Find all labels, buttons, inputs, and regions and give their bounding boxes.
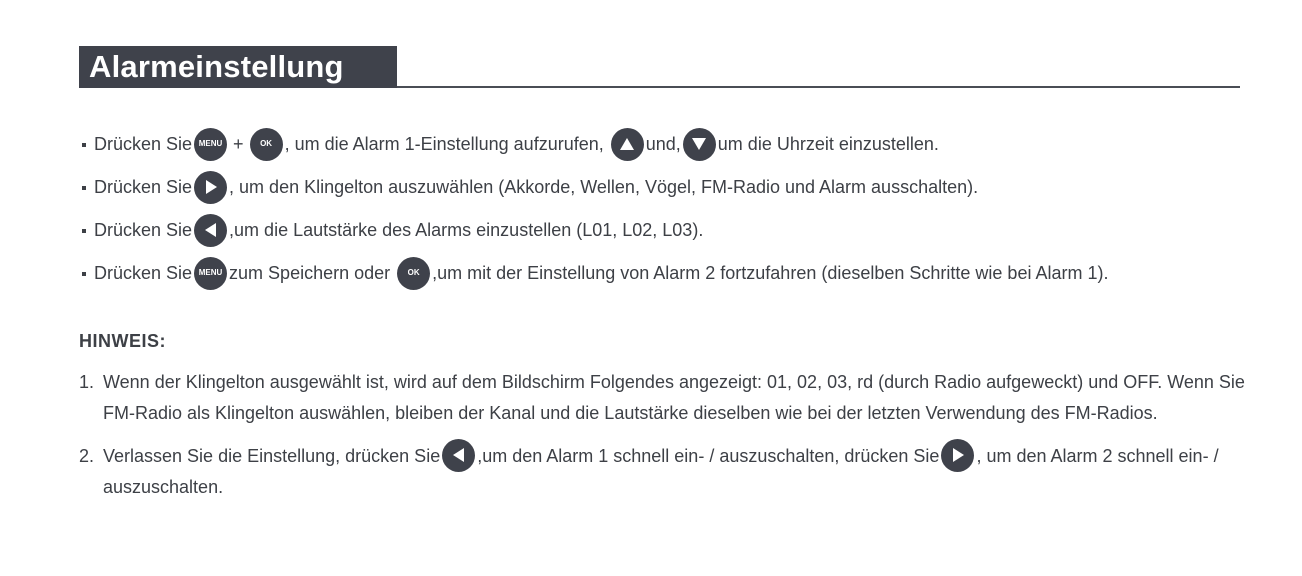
arrow-up-icon <box>611 128 644 161</box>
menu-button-icon: MENU <box>194 257 227 290</box>
bullet-dot <box>82 229 86 233</box>
arrow-left-icon <box>194 214 227 247</box>
menu-button-icon: MENU <box>194 128 227 161</box>
list-item: Drücken Sie ,um die Lautstärke des Alarms einzustellen (L01, L02, L03). <box>79 212 1108 248</box>
list-item: Drücken Sie MENU zum Speichern oder OK ,um mit der Einstellung von Alarm 2 fortzufahren (dieselben Schritte wie bei Alarm 1). <box>79 255 1108 291</box>
ok-button-icon: OK <box>250 128 283 161</box>
note-heading: HINWEIS: <box>79 331 166 351</box>
arrow-left-icon <box>442 439 475 472</box>
bullet-dot <box>82 143 86 147</box>
instruction-list <box>79 126 1108 298</box>
item-number: 1. <box>79 372 95 392</box>
arrow-right-icon <box>194 171 227 204</box>
section-title: Alarmeinstellung <box>79 46 397 88</box>
bullet-dot <box>82 186 86 190</box>
arrow-right-icon <box>941 439 974 472</box>
note-text: Wenn der Klingelton ausgewählt ist, wird auf dem Bildschirm Folgendes angezeigt: 01, 02, 03, rd (durch Radio aufgeweckt) und OFF. Wenn Sie FM-Radio als Klingelton auswählen, bleiben der Kanal und die Lautstärke dieselben wie bei der letzten Verwendung des FM-Radios. <box>103 372 1245 423</box>
section-header <box>79 46 1240 88</box>
list-item: 2. Verlassen Sie die Einstellung, drücken Sie ,um den Alarm 1 schnell ein- / auszuschalten, drücken Sie , um den Alarm 2 schnell ein- / auszuschalten. <box>79 441 1249 503</box>
bullet-dot <box>82 272 86 276</box>
note-list <box>79 367 1249 515</box>
list-item: Drücken Sie , um den Klingelton auszuwählen (Akkorde, Wellen, Vögel, FM-Radio und Alarm ausschalten). <box>79 169 1108 205</box>
list-item <box>79 367 1249 429</box>
arrow-down-icon <box>683 128 716 161</box>
item-number: 2. <box>79 446 95 466</box>
ok-button-icon: OK <box>397 257 430 290</box>
list-item: Drücken Sie MENU + OK , um die Alarm 1-Einstellung aufzurufen, und, um die Uhrzeit einzustellen. <box>79 126 1108 162</box>
